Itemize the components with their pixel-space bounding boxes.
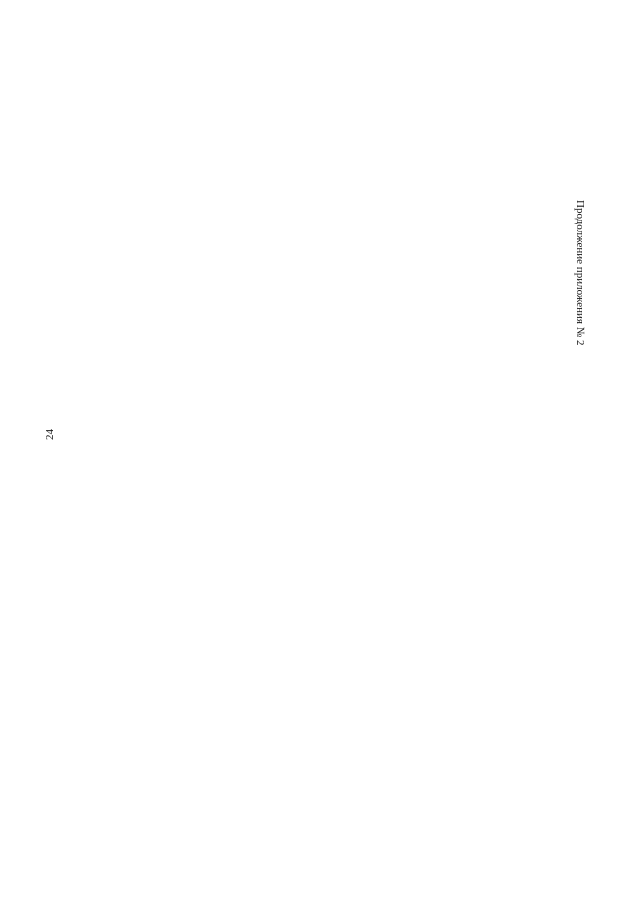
page-number: 24 xyxy=(44,429,56,440)
page-header: Продолжение приложения № 2 xyxy=(574,200,586,346)
